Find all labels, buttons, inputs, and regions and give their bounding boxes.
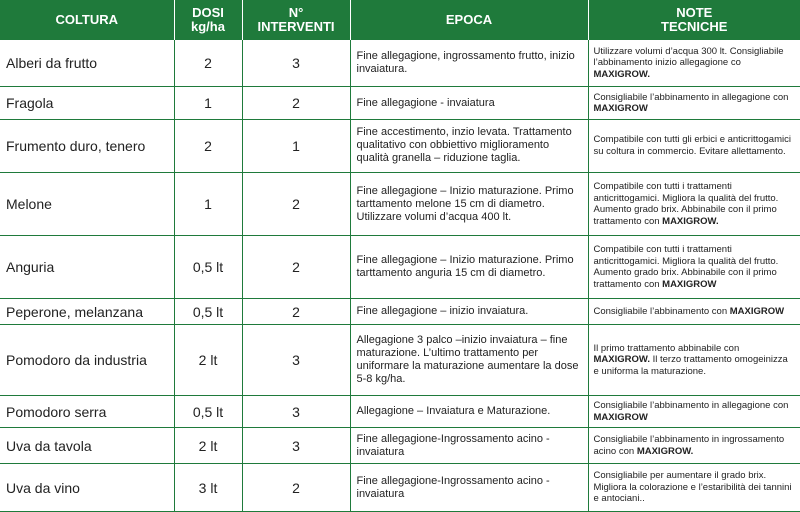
header-interventi: N° INTERVENTI xyxy=(242,0,350,40)
note-text: Il primo trattamento abbinabile con xyxy=(593,342,740,354)
note-product-name: MAXIGROW xyxy=(729,305,785,317)
table-row xyxy=(0,464,800,512)
note-text: Compatibile con tutti i trattamenti anticrittogamici. Migliora la qualità del frutto. Aumento grado brix. Abbinabile con il primo trattamento con xyxy=(593,181,779,227)
table-row xyxy=(0,87,800,119)
note-product-name: MAXIGROW. xyxy=(636,445,694,457)
note-text: Utilizzare volumi d’acqua 300 lt. Consigliabile l’abbinamento inizio allegagione co xyxy=(593,45,784,69)
cell-dosi: 2 xyxy=(174,40,242,87)
cell-epoca: Fine allegagione-Ingrossamento acino - invaiatura xyxy=(350,428,588,464)
header-dosi: DOSI kg/ha xyxy=(174,0,242,40)
note-product-name: MAXIGROW. xyxy=(593,354,650,366)
cell-interventi: 3 xyxy=(242,428,350,464)
cell-note xyxy=(588,173,800,236)
note-product-name: MAXIGROW xyxy=(593,411,648,423)
cell-interventi: 3 xyxy=(242,40,350,87)
table-row xyxy=(0,324,800,395)
cell-epoca: Fine allegagione, ingrossamento frutto, inizio invaiatura. xyxy=(350,40,588,87)
note-text: Compatibile con tutti gli erbici e anticrittogamici su coltura in commercio. Evitare allettamento. xyxy=(593,134,791,157)
cell-coltura: Uva da vino xyxy=(0,464,174,512)
note-product-name: MAXIGROW. xyxy=(662,215,719,227)
cell-coltura: Fragola xyxy=(0,87,174,119)
cell-note xyxy=(588,119,800,173)
cell-epoca: Fine allegagione-Ingrossamento acino - invaiatura xyxy=(350,464,588,512)
note-text: Consigliabile l’abbinamento con xyxy=(593,305,730,317)
cell-coltura: Anguria xyxy=(0,236,174,299)
table-row xyxy=(0,299,800,324)
header-note: NOTE TECNICHE xyxy=(588,0,800,40)
note-text: Consigliabile per aumentare il grado brix. Migliora la colorazione e l’estaribilità dei tannini e antociani.. xyxy=(593,470,792,505)
note-text: Compatibile con tutti i trattamenti anticrittogamici. Migliora la qualità del frutto. Aumento grado brix. Abbinabile con il primo trattamento con xyxy=(593,244,779,290)
cell-interventi: 2 xyxy=(242,299,350,324)
cell-epoca: Fine allegagione – Inizio maturazione. Primo tarttamento anguria 15 cm di diametro. xyxy=(350,236,588,299)
cell-epoca: Fine allegagione – Inizio maturazione. Primo tarttamento melone 15 cm di diametro. Utilizzare volumi d’acqua 400 lt. xyxy=(350,173,588,236)
cell-interventi: 2 xyxy=(242,87,350,119)
note-text-after: Il terzo trattamento omogeinizza e uniforma la maturazione. xyxy=(593,354,788,377)
cell-coltura: Pomodoro da industria xyxy=(0,324,174,395)
cell-note xyxy=(588,324,800,395)
header-row xyxy=(0,0,800,40)
table-row xyxy=(0,119,800,173)
note-text: Consigliabile l’abbinamento in allegagione con xyxy=(593,400,789,411)
cell-dosi: 1 xyxy=(174,87,242,119)
cell-epoca: Fine allegagione - invaiatura xyxy=(350,87,588,119)
cell-epoca: Allegagione 3 palco –inizio invaiatura – fine maturazione. L’ultimo trattamento per uniformare la maturazione aumentare la dose 5-8 kg/ha. xyxy=(350,324,588,395)
cell-interventi: 2 xyxy=(242,464,350,512)
table-row xyxy=(0,173,800,236)
table-row xyxy=(0,236,800,299)
cell-dosi: 3 lt xyxy=(174,464,242,512)
cell-interventi: 3 xyxy=(242,324,350,395)
cell-coltura: Melone xyxy=(0,173,174,236)
table-row xyxy=(0,40,800,87)
cell-note xyxy=(588,40,800,87)
cell-note xyxy=(588,87,800,119)
note-text: Consigliabile l’abbinamento in allegagione con xyxy=(593,91,789,103)
header-coltura: COLTURA xyxy=(0,0,174,40)
cell-interventi: 2 xyxy=(242,173,350,236)
cell-interventi: 1 xyxy=(242,119,350,173)
cell-interventi: 2 xyxy=(242,236,350,299)
cell-epoca: Fine allegagione – inizio invaiatura. xyxy=(350,299,588,324)
cell-epoca: Fine accestimento, inzio levata. Trattamento qualitativo con obbiettivo miglioramento qualità granella – riduzione taglia. xyxy=(350,119,588,173)
cell-coltura: Alberi da frutto xyxy=(0,40,174,87)
cell-note xyxy=(588,428,800,464)
note-product-name: MAXIGROW xyxy=(593,103,648,115)
cell-coltura: Peperone, melanzana xyxy=(0,299,174,324)
note-text: Consigliabile l’abbinamento in ingrossamento acino con xyxy=(593,434,785,457)
cell-dosi: 2 xyxy=(174,119,242,173)
table-row xyxy=(0,428,800,464)
header-epoca: EPOCA xyxy=(350,0,588,40)
cell-dosi: 2 lt xyxy=(174,324,242,395)
cell-note xyxy=(588,464,800,512)
cell-coltura: Pomodoro serra xyxy=(0,395,174,427)
cell-note xyxy=(588,299,800,324)
table-row xyxy=(0,395,800,427)
cell-note xyxy=(588,395,800,427)
cell-dosi: 0,5 lt xyxy=(174,299,242,324)
cell-dosi: 2 lt xyxy=(174,428,242,464)
cell-dosi: 0,5 lt xyxy=(174,395,242,427)
cell-coltura: Frumento duro, tenero xyxy=(0,119,174,173)
cell-dosi: 1 xyxy=(174,173,242,236)
cell-epoca: Allegagione – Invaiatura e Maturazione. xyxy=(350,395,588,427)
cell-note xyxy=(588,236,800,299)
cell-interventi: 3 xyxy=(242,395,350,427)
cell-dosi: 0,5 lt xyxy=(174,236,242,299)
note-product-name: MAXIGROW xyxy=(662,278,717,290)
cell-coltura: Uva da tavola xyxy=(0,428,174,464)
note-product-name: MAXIGROW. xyxy=(593,68,650,80)
